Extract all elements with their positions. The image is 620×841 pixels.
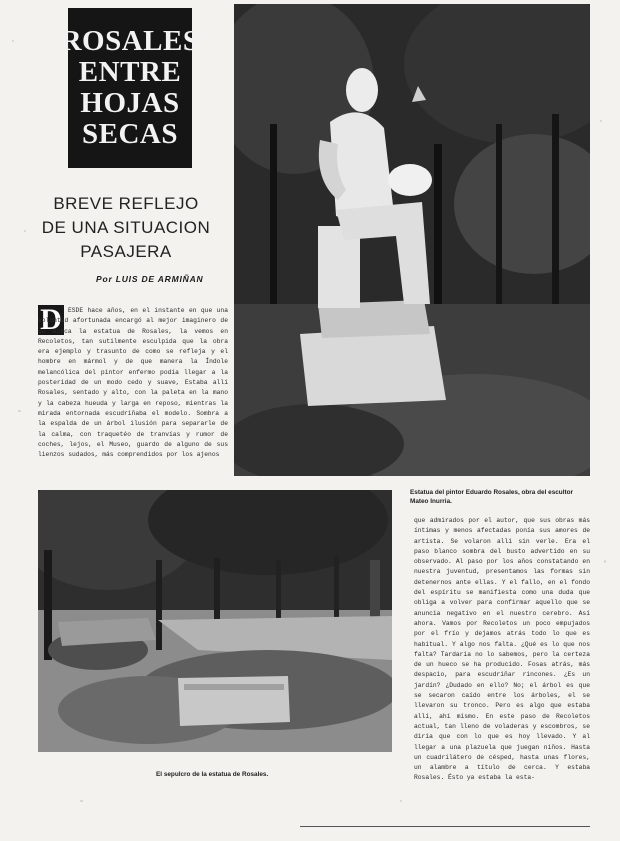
title-line-1: ROSALES <box>60 25 200 57</box>
tomb-photo <box>38 490 392 752</box>
tomb-caption: El sepulcro de la estatua de Rosales. <box>156 771 269 778</box>
subtitle-line-2: DE UNA SITUACION <box>41 218 211 237</box>
byline <box>96 274 246 284</box>
title-line-4: SECAS <box>82 118 178 150</box>
byline-prefix: Por <box>96 274 113 284</box>
subtitle-line-3: PASAJERA <box>80 242 172 261</box>
article-second-column: que admirados por el autor, que sus obras más íntimas y menos afectadas ponía sus amores de artista. Se volaron allí sin verle. Era el paso blanco sombra del busto advertido en su observado. Al paso por los años constatando en nuestra juventud, presentamos las formas sin detenernos ante ellas. Y el fallo, en el fondo del espíritu se manifiesta como una duda que obliga a volver para confirmar aquello que se anuncia negativo en el nuestro cerebro. Así ahora. Vamos por Recoletos un poco empujados por el frío y dejamos atrás todo lo que es habitual. Y algo nos falta. ¿Qué es lo que nos falta? Tardaría no lo sabemos, pero la certeza de un hueco se ha producido. Fosas atrás, más despacio, para escudriñar rincones. ¿Es un jardín? ¿Dudado en ello? No; el árbol es que se secaron caído entre los árboles, el se llevaron su tronco. Pero es algo que estaba allí, ahí mismo. En este paso de Recoletos actual, tan lleno de voladeras y escombros, se diría que con lo que es hoy llevado. Y al llegar a una plazuela que juegan niños. Hasta un cuadrilátero de césped, hasta unas flores, un alambre a título de cerca. Y estaba Rosales. Ésto ya estaba la esta- <box>414 517 590 782</box>
byline-author: LUIS DE ARMIÑAN <box>115 274 204 284</box>
statue-photo <box>234 4 590 476</box>
tomb-photo-art <box>38 490 392 752</box>
title-block <box>60 8 200 168</box>
statue-photo-art <box>234 4 590 476</box>
page-rule <box>300 826 590 827</box>
title-line-3: HOJAS <box>80 87 180 119</box>
article-first-column: ESDE hace años, en el instante en que una voluntad afortunada encargó al mejor imaginero de su época la estatua de Rosales, la vemos en Recoletos, tan sutilmente esculpida que la obra era ejemplo y trasunto de como se refleja y el hombre en mármol y de que manera la Índole melancólica del pintor enfermo podía llegar a la posteridad de un modo cedo y suave, Estaba allí Rosales, sentado y alto, con la paleta en la mano y la cabeza hueuda y larga en reposo, mientras la mirada entornada escudriñaba el modelo. Sombra a la espalda de un árbol ilusión para separarle de la calma, con traquetéo de tranvías y rumor de coches, lejos, el Museo, guardo de alguno de sus lienzos sudados, más comprendidos por los ajenos <box>38 307 228 459</box>
statue-caption: Estatua del pintor Eduardo Rosales, obra del escultor Mateo Inurria. <box>410 489 573 505</box>
drop-cap: D <box>38 305 64 335</box>
title-line-2: ENTRE <box>78 56 182 88</box>
subtitle-line-1: BREVE REFLEJO <box>53 194 199 213</box>
